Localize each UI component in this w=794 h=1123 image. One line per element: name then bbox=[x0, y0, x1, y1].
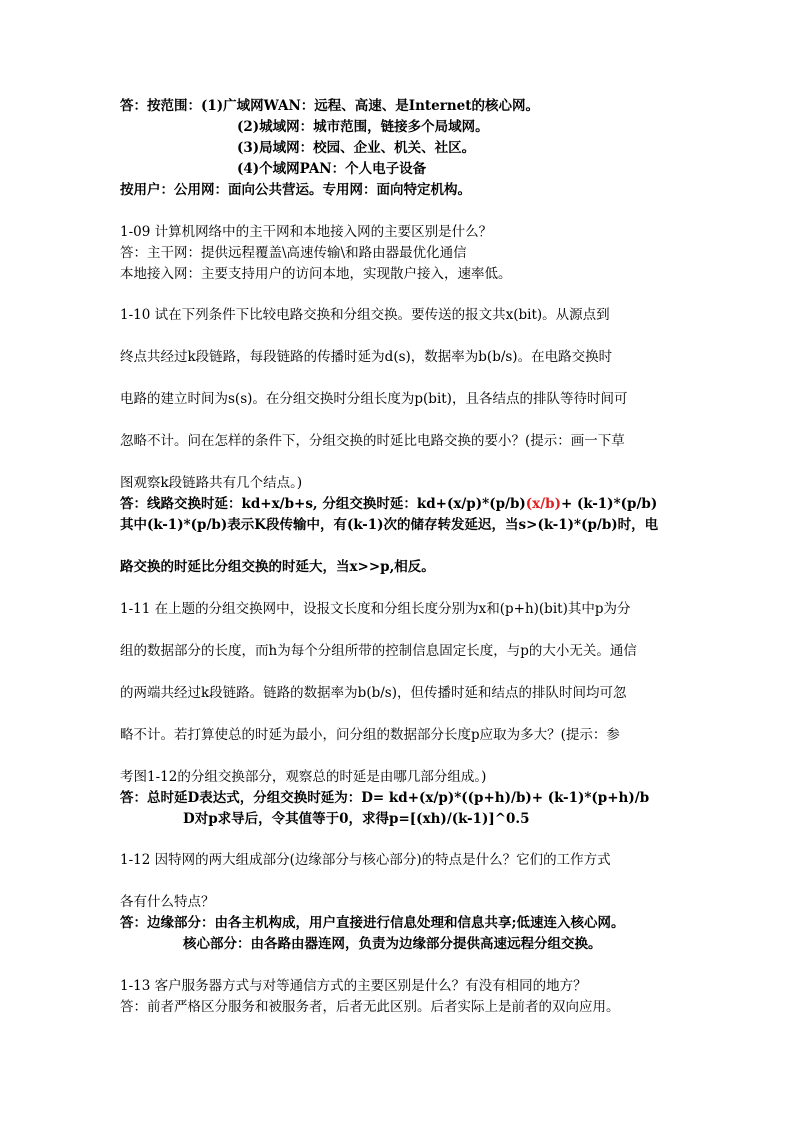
answer-1-10-line-3: 路交换的时延比分组交换的时延大，当x>>p,相反。 bbox=[120, 559, 435, 575]
question-1-10-line-3: 电路的建立时间为s(s)。在分组交换时分组长度为p(bit)，且各结点的排队等待时间可 bbox=[120, 391, 628, 407]
answer-1-08-line-2: (2)城域网：城市范围，链接多个局域网。 bbox=[237, 119, 489, 135]
question-1-12-line-2: 各有什么特点？ bbox=[120, 894, 215, 910]
answer-1-11-line-1: 答：总时延D表达式，分组交换时延为：D= kd+(x/p)*((p+h)/b)+ (k-1)*(p+h)/b bbox=[120, 790, 650, 806]
question-1-11-line-3: 的两端共经过k段链路。链路的数据率为b(b/s)，但传播时延和结点的排队时间均可忽 bbox=[120, 685, 627, 701]
question-1-11-line-1: 1-11 在上题的分组交换网中，设报文长度和分组长度分别为x和(p+h)(bit)其中p为分 bbox=[120, 601, 631, 617]
answer-1-10-line-1 bbox=[120, 495, 657, 513]
question-1-11-line-5: 考图1-12的分组交换部分，观察总的时延是由哪几部分组成。) bbox=[120, 769, 487, 785]
question-1-13: 1-13 客户服务器方式与对等通信方式的主要区别是什么？有没有相同的地方？ bbox=[120, 978, 587, 994]
question-1-10-line-2: 终点共经过k段链路，每段链路的传播时延为d(s)，数据率为b(b/s)。在电路交换时 bbox=[120, 349, 613, 365]
question-1-11-line-4: 略不计。若打算使总的时延为最小，问分组的数据部分长度p应取为多大？(提示：参 bbox=[120, 727, 620, 743]
question-1-10-line-4: 忽略不计。问在怎样的条件下，分组交换的时延比电路交换的要小？(提示：画一下草 bbox=[120, 433, 625, 449]
answer-1-09-line-1: 答：主干网：提供远程覆盖\高速传输\和路由器最优化通信 bbox=[120, 245, 467, 261]
answer-1-12-line-1: 答：边缘部分：由各主机构成，用户直接进行信息处理和信息共享;低速连入核心网。 bbox=[120, 915, 625, 931]
answer-1-10-highlight: (x/b) bbox=[525, 496, 561, 512]
answer-1-10-formula-a: 答：线路交换时延：kd+x/b+s, 分组交换时延：kd+(x/p)*(p/b) bbox=[120, 496, 526, 512]
answer-1-09-line-2: 本地接入网：主要支持用户的访问本地，实现散户接入，速率低。 bbox=[120, 266, 512, 282]
question-1-09: 1-09 计算机网络中的主干网和本地接入网的主要区别是什么？ bbox=[120, 224, 493, 240]
question-1-11-line-2: 组的数据部分的长度，而h为每个分组所带的控制信息固定长度，与p的大小无关。通信 bbox=[120, 643, 637, 659]
question-1-12-line-1: 1-12 因特网的两大组成部分(边缘部分与核心部分)的特点是什么？它们的工作方式 bbox=[120, 852, 611, 868]
question-1-10-line-5: 图观察k段链路共有几个结点。) bbox=[120, 475, 303, 491]
answer-1-08-line-3: (3)局域网：校园、企业、机关、社区。 bbox=[237, 140, 476, 156]
answer-1-08-line-1: 答：按范围：(1)广域网WAN：远程、高速、是Internet的核心网。 bbox=[120, 98, 539, 114]
answer-1-10-formula-b: + (k-1)*(p/b) bbox=[560, 496, 658, 512]
answer-1-08-line-5: 按用户：公用网：面向公共营运。专用网：面向特定机构。 bbox=[120, 182, 471, 198]
question-1-10-line-1: 1-10 试在下列条件下比较电路交换和分组交换。要传送的报文共x(bit)。从源点到 bbox=[120, 307, 610, 323]
answer-1-10-line-2: 其中(k-1)*(p/b)表示K段传输中，有(k-1)次的储存转发延迟，当s>(k-1)*(p/b)时，电 bbox=[120, 517, 659, 533]
answer-1-13: 答：前者严格区分服务和被服务者，后者无此区别。后者实际上是前者的双向应用。 bbox=[120, 999, 620, 1015]
answer-1-11-line-2: D对p求导后，令其值等于0，求得p=[(xh)/(k-1)]^0.5 bbox=[183, 811, 530, 827]
answer-1-12-line-2: 核心部分：由各路由器连网，负责为边缘部分提供高速远程分组交换。 bbox=[183, 936, 602, 952]
answer-1-08-line-4: (4)个域网PAN：个人电子设备 bbox=[237, 161, 427, 177]
